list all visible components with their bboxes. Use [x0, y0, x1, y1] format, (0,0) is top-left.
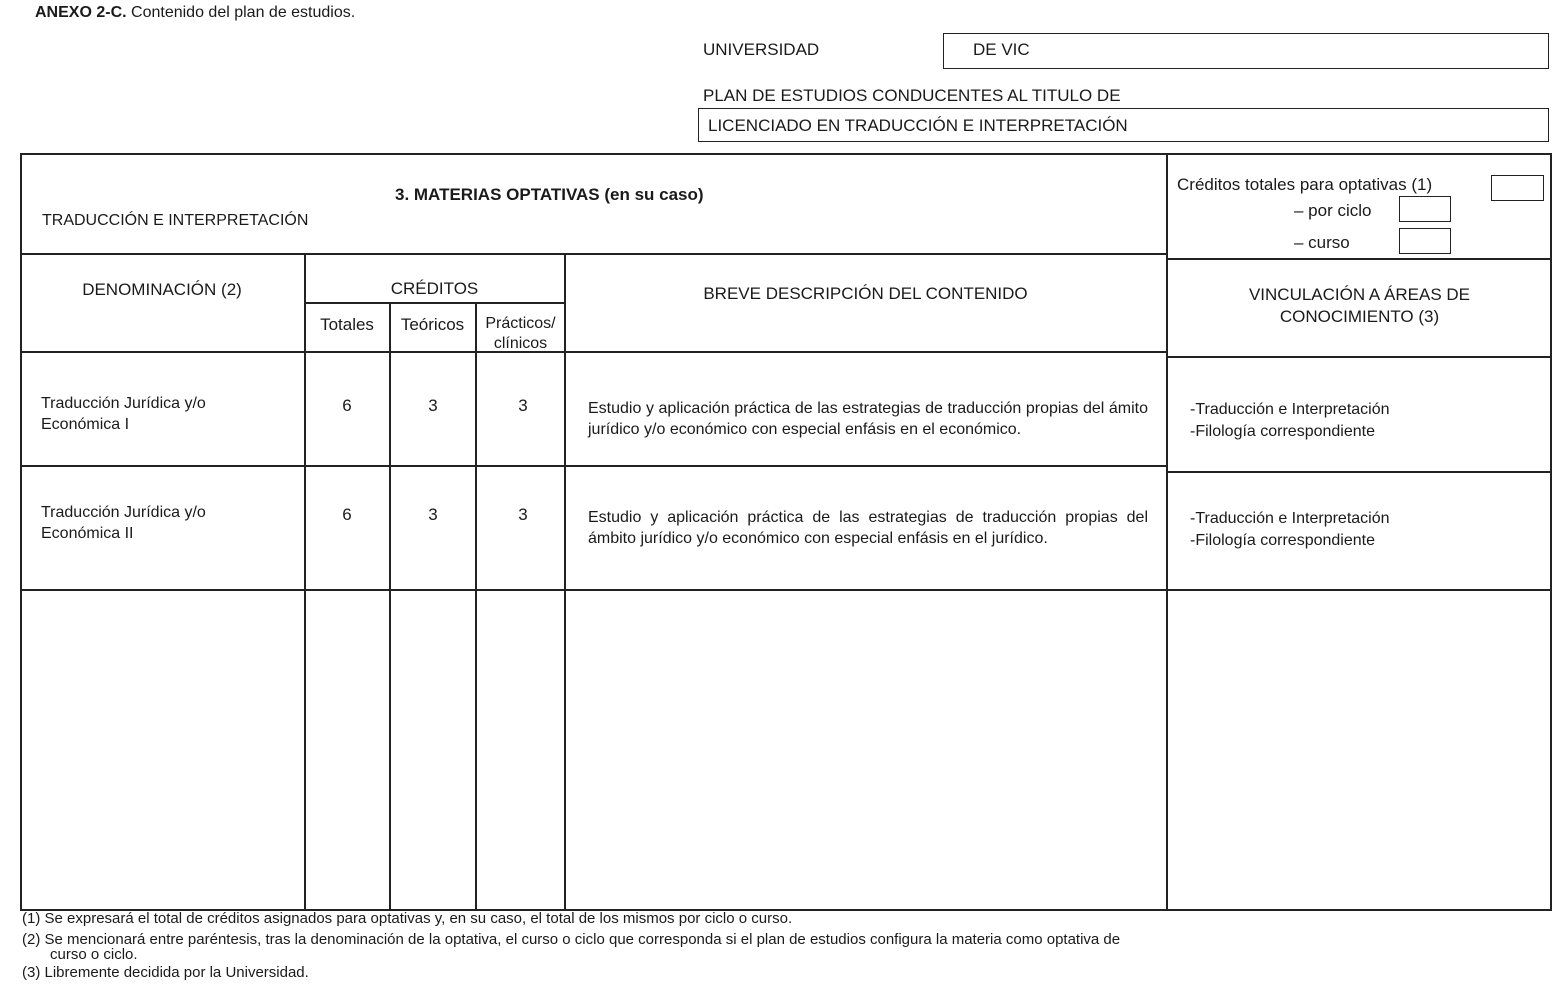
row-divider — [1167, 258, 1552, 260]
section-title: 3. MATERIAS OPTATIVAS (en su caso) — [395, 185, 704, 204]
degree-value: LICENCIADO EN TRADUCCIÓN E INTERPRETACIÓN — [708, 116, 1128, 135]
table-row-2-name-cont: Económica II — [41, 525, 134, 542]
table-row-2-area-1: -Traducción e Interpretación — [1190, 510, 1390, 527]
credits-total-box — [1491, 175, 1544, 201]
footnote-2-cont: curso o ciclo. — [50, 946, 138, 963]
table-row-1-area-2: -Filología correspondiente — [1190, 423, 1375, 440]
col-descripcion: BREVE DESCRIPCIÓN DEL CONTENIDO — [703, 284, 1028, 303]
row-divider — [20, 465, 1168, 467]
per-cycle-label: – por ciclo — [1294, 201, 1372, 220]
column-divider — [389, 302, 391, 911]
col-teoricos: Teóricos — [400, 315, 465, 334]
row-divider — [20, 253, 1168, 255]
per-course-box — [1399, 228, 1451, 254]
col-practicos: Prácticos/ — [485, 315, 556, 332]
plan-label: PLAN DE ESTUDIOS CONDUCENTES AL TITULO DE — [703, 86, 1121, 105]
table-row-2-practicos: 3 — [518, 505, 528, 524]
university-value: DE VIC — [973, 40, 1030, 59]
row-divider — [20, 589, 1552, 591]
table-row-1-description: Estudio y aplicación práctica de las estrategias de traducción propias del ámito jurídico y/o económico con especial enfásis en el económico. — [588, 400, 1148, 438]
table-row-1-name-cont: Económica I — [41, 416, 130, 433]
table-row-2-area-2: -Filología correspondiente — [1190, 532, 1375, 549]
table-row-2-description: Estudio y aplicación práctica de las estrategias de traducción propias del ámbito jurídico y/o económico con especial enfásis en el jurídico. — [588, 509, 1148, 547]
annex-heading — [35, 4, 355, 22]
credits-divider — [305, 302, 565, 304]
table-row-1-teoricos: 3 — [428, 396, 438, 415]
col-creditos: CRÉDITOS — [390, 279, 479, 298]
col-totales: Totales — [320, 315, 374, 334]
university-label: UNIVERSIDAD — [703, 40, 820, 59]
row-divider — [1167, 471, 1552, 473]
col-vinculacion: VINCULACIÓN A ÁREAS DE — [1248, 285, 1471, 304]
annex-title: Contenido del plan de estudios. — [131, 4, 356, 21]
table-row-2-teoricos: 3 — [428, 505, 438, 524]
university-field-box — [943, 33, 1549, 69]
table-row-1-practicos: 3 — [518, 396, 528, 415]
group-label: TRADUCCIÓN E INTERPRETACIÓN — [42, 212, 309, 229]
column-divider — [304, 253, 306, 911]
table-row-2-totales: 6 — [342, 505, 352, 524]
row-divider — [1167, 356, 1552, 358]
row-divider — [20, 351, 1168, 353]
col-conocimiento: CONOCIMIENTO (3) — [1279, 307, 1440, 326]
table-row-2-name: Traducción Jurídica y/o — [41, 504, 206, 521]
annex-code: ANEXO 2-C. — [35, 4, 127, 21]
column-divider — [1166, 153, 1168, 911]
column-divider — [475, 302, 477, 911]
table-row-1-area-1: -Traducción e Interpretación — [1190, 401, 1390, 418]
footnote-3: (3) Libremente decidida por la Universidad. — [22, 964, 309, 981]
table-row-1-name: Traducción Jurídica y/o — [41, 395, 206, 412]
footnote-1: (1) Se expresará el total de créditos asignados para optativas y, en su caso, el total de los mismos por ciclo o curso. — [22, 910, 793, 927]
per-cycle-box — [1399, 196, 1451, 222]
table-row-1-totales: 6 — [342, 396, 352, 415]
footnote-2: (2) Se mencionará entre paréntesis, tras la denominación de la optativa, el curso o ciclo que corresponda si el plan de estudios configura la materia como optativa de — [22, 931, 1121, 948]
col-denominacion: DENOMINACIÓN (2) — [82, 280, 242, 299]
per-course-label: – curso — [1294, 233, 1350, 252]
col-clinicos: clínicos — [493, 335, 548, 352]
credits-total-label: Créditos totales para optativas (1) — [1177, 175, 1433, 194]
